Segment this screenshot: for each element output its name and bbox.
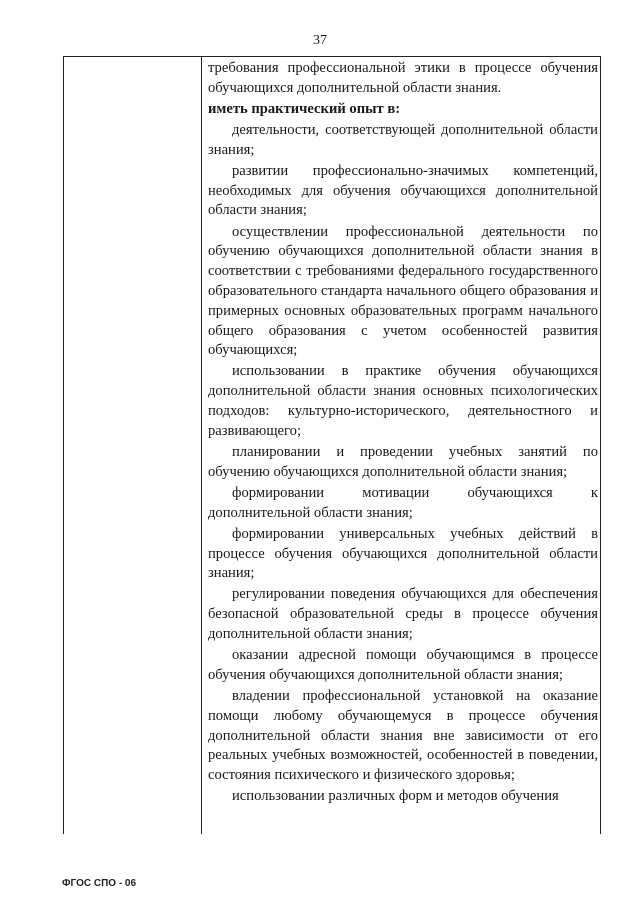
paragraph: формировании мотивации обучающихся к дополнительной области знания; (208, 484, 598, 521)
paragraph: оказании адресной помощи обучающимся в процессе обучения обучающихся дополнительной области знания; (208, 647, 598, 683)
paragraph: использовании в практике обучения обучающихся дополнительной области знания основных психологических подходов: культурно-исторического, деятельностного и развивающего; (208, 363, 598, 439)
paragraph: развитии профессионально-значимых компетенций, необходимых для обучения обучающихся дополнительной области знания; (208, 162, 598, 219)
footer-label: ФГОС СПО - 06 (62, 878, 137, 889)
page-number: 37 (313, 33, 327, 48)
requirements-table (63, 56, 601, 834)
paragraph: формировании универсальных учебных действий в процессе обучения обучающихся дополнительной области знания; (208, 525, 598, 582)
table-left-column (64, 57, 202, 834)
paragraph: использовании различных форм и методов обучения (232, 788, 559, 805)
table-right-column (208, 59, 598, 808)
paragraph: деятельности, соответствующей дополнительной области знания; (208, 121, 598, 158)
section-heading: иметь практический опыт в: (208, 100, 401, 117)
paragraph: планировании и проведении учебных занятий по обучению обучающихся дополнительной области знания; (208, 443, 598, 480)
paragraph: осуществлении профессиональной деятельности по обучению обучающихся дополнительной области знания в соответствии с требованиями федерального государственного образовательного стандарта начального общего образования и примерных основных образовательных программ начального общего образования с учетом особенностей развития обучающихся; (208, 223, 598, 359)
paragraph: регулировании поведения обучающихся для обеспечения безопасной образовательной среды в процессе обучения дополнительной области знания; (208, 586, 598, 642)
paragraph: требования профессиональной этики в процессе обучения обучающихся дополнительной области знания. (208, 60, 598, 96)
paragraph: владении профессиональной установкой на оказание помощи любому обучающемуся в процессе обучения дополнительной области знания вне зависимости от его реальных учебных возможностей, особенностей в поведении, состояния психического и физического здоровья; (208, 687, 598, 784)
